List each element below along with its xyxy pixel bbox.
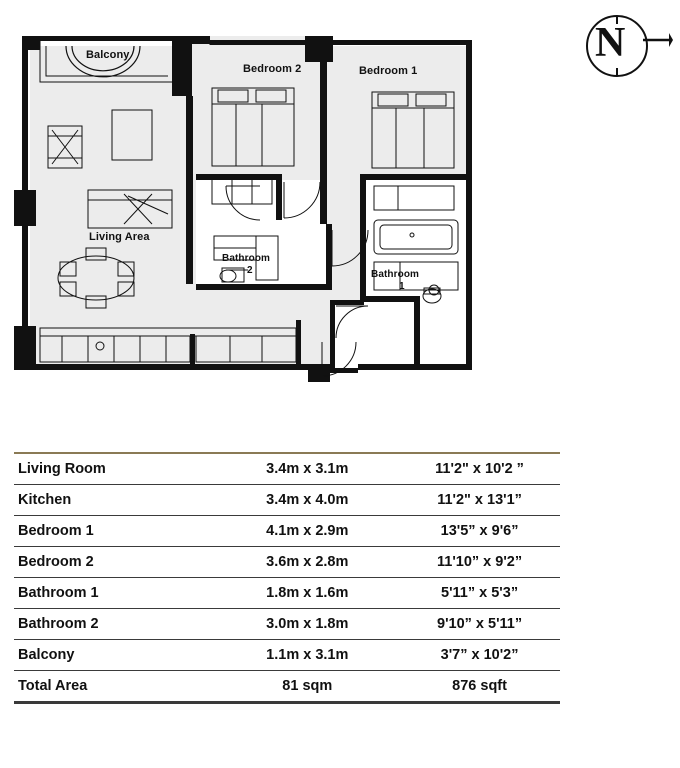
compass-north-letter: N (595, 20, 626, 66)
row-name: Bedroom 2 (14, 547, 215, 578)
row-name: Kitchen (14, 485, 215, 516)
row-imperial: 5'11” x 5'3” (399, 578, 560, 609)
room-label-bedroom-1: Bedroom 1 (359, 65, 418, 77)
table-row (14, 609, 560, 640)
room-label-balcony: Balcony (86, 49, 130, 61)
total-imperial: 876 sqft (399, 671, 560, 702)
floor-fill (22, 36, 477, 376)
room-label-bathroom-2: Bathroom (222, 253, 271, 264)
room-label-bathroom-1: Bathroom (371, 269, 420, 280)
row-imperial: 11'10” x 9'2” (399, 547, 560, 578)
row-metric: 3.4m x 3.1m (215, 453, 399, 485)
row-imperial: 3'7” x 10'2” (399, 640, 560, 671)
row-name: Bedroom 1 (14, 516, 215, 547)
row-name: Bathroom 2 (14, 609, 215, 640)
table-row (14, 578, 560, 609)
row-metric: 3.6m x 2.8m (215, 547, 399, 578)
rule-cell (399, 702, 560, 704)
rule-cell (14, 702, 215, 704)
table-row (14, 453, 560, 485)
room-label-living-area: Living Area (89, 231, 150, 243)
room-label-bedroom-2: Bedroom 2 (243, 63, 302, 75)
room-label-bathroom-1-number: 1 (399, 281, 405, 292)
table-row (14, 640, 560, 671)
row-metric: 3.0m x 1.8m (215, 609, 399, 640)
row-imperial: 13'5” x 9'6” (399, 516, 560, 547)
table-row (14, 516, 560, 547)
rule-cell (215, 702, 399, 704)
row-metric: 3.4m x 4.0m (215, 485, 399, 516)
total-name: Total Area (14, 671, 215, 702)
row-name: Balcony (14, 640, 215, 671)
compass (573, 14, 673, 84)
row-imperial: 11'2" x 10'2 ” (399, 453, 560, 485)
row-metric: 4.1m x 2.9m (215, 516, 399, 547)
total-metric: 81 sqm (215, 671, 399, 702)
table-row (14, 547, 560, 578)
room-label-bathroom-2-number: 2 (247, 265, 253, 276)
table-row-total (14, 671, 560, 702)
row-name: Living Room (14, 453, 215, 485)
table-bottom-rule (14, 702, 560, 704)
row-name: Bathroom 1 (14, 578, 215, 609)
row-metric: 1.8m x 1.6m (215, 578, 399, 609)
table-row (14, 485, 560, 516)
row-imperial: 9'10” x 5'11” (399, 609, 560, 640)
row-imperial: 11'2" x 13'1” (399, 485, 560, 516)
row-metric: 1.1m x 3.1m (215, 640, 399, 671)
room-schedule-table (14, 452, 560, 704)
